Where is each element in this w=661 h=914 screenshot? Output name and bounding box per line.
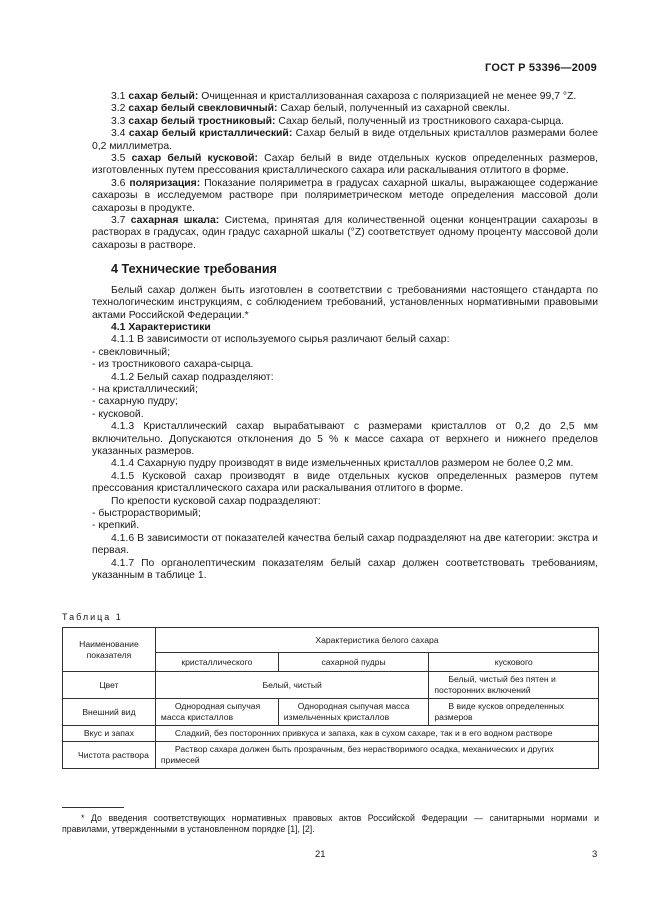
paragraph-4-1-4: 4.1.4 Сахарную пудру производят в виде измельченных кристаллов размером не более 0,2 мм. bbox=[111, 458, 574, 470]
definition-3-3: 3.3 сахар белый тростниковый: Сахар белый, полученный из тростникового сахара-сырца. bbox=[111, 115, 564, 127]
paragraph-4-1-1: 4.1.1 В зависимости от используемого сырья различают белый сахар: bbox=[111, 334, 450, 346]
main-text bbox=[92, 91, 598, 582]
cell: Белый, чистый без пятен и посторонних включений bbox=[429, 672, 599, 699]
header-cell-lump: кускового bbox=[429, 653, 599, 672]
subsection-heading: 4.1 Характеристики bbox=[111, 321, 211, 333]
cell: Белый, чистый bbox=[155, 672, 429, 699]
list-item: - кусковой. bbox=[92, 408, 144, 420]
header-cell-powder: сахарной пудры bbox=[278, 653, 429, 672]
definition-3-5: 3.5 сахар белый кусковой: Сахар белый в виде отдельных кусков определенных размеров, изготовленных путем прессования кристаллического сахара или раскалывания отлитого в форме. bbox=[92, 153, 599, 177]
section-intro: Белый сахар должен быть изготовлен в соответствии с требованиями настоящего стандарта по технологическим инструкциям, с соблюдением требований, установленных нормативными правовыми актами Российской Федерации.* bbox=[92, 284, 598, 321]
page-number-secondary: 3 bbox=[592, 849, 598, 860]
cell: Раствор сахара должен быть прозрачным, без нерастворимого осадка, механических и других примесей bbox=[155, 742, 598, 769]
row-name: Вкус и запах bbox=[63, 726, 156, 742]
list-item: - на кристаллический; bbox=[92, 383, 198, 395]
list-item: - крепкий. bbox=[92, 520, 140, 532]
paragraph-4-1-6: 4.1.6 В зависимости от показателей качества белый сахар подразделяют на две категории: экстра и первая. bbox=[92, 532, 598, 557]
definition-3-2: 3.2 сахар белый свекловичный: Сахар белый, полученный из сахарной свеклы. bbox=[111, 103, 510, 115]
table-row bbox=[63, 726, 599, 742]
row-name: Чистота раствора bbox=[63, 742, 156, 769]
list-item: - сахарную пудру; bbox=[92, 396, 178, 408]
list-item: - свекловичный; bbox=[92, 346, 170, 358]
definition-3-1: 3.1 сахар белый: Очищенная и кристаллизованная сахароза с поляризацией не менее 99,7 °Z. bbox=[111, 91, 577, 102]
cell: Однородная сыпучая масса измельченных кристаллов bbox=[278, 699, 429, 726]
definition-3-6: 3.6 поляризация: Показание поляриметра в градусах сахарной шкалы, выражающее содержание сахарозы в исследуемом растворе при поляриметрическом методе определения массовой доли сахарозы в продукте. bbox=[92, 177, 599, 214]
list-item: - из тростникового сахара-сырца. bbox=[92, 359, 254, 371]
paragraph-strength: По крепости кусковой сахар подразделяют: bbox=[111, 495, 321, 507]
footnote-divider bbox=[62, 807, 124, 808]
table-header-row bbox=[63, 628, 599, 653]
cell: Сладкий, без посторонних привкуса и запаха, как в сухом сахаре, так и в его водном растворе bbox=[155, 726, 598, 742]
list-item: - быстрорастворимый; bbox=[92, 508, 201, 519]
table-row bbox=[63, 699, 599, 726]
definition-3-4: 3.4 сахар белый кристаллический: Сахар белый в виде отдельных кристаллов размерами более 0,2 миллиметра. bbox=[92, 128, 598, 152]
page-number: 21 bbox=[315, 849, 326, 860]
table-label: Таблица 1 bbox=[62, 612, 123, 622]
definition-3-7: 3.7 сахарная шкала: Система, принятая для количественной оценки концентрации сахарозы в растворах в градусах, один градус сахарной шкалы (°Z) соответствует одному проценту массовой доли сахарозы в растворе. bbox=[92, 215, 599, 251]
table-1 bbox=[62, 627, 599, 769]
footnote: * До введения соответствующих нормативных правовых актов Российской Федерации — санитарными нормами и правилами, утвержденными в установленном порядке [1], [2]. bbox=[62, 813, 599, 834]
row-name: Цвет bbox=[63, 672, 156, 699]
paragraph-4-1-7: 4.1.7 По органолептическим показателям белый сахар должен соответствовать требованиям, указанным в таблице 1. bbox=[92, 557, 598, 582]
cell: Однородная сыпучая масса кристаллов bbox=[155, 699, 278, 726]
cell: В виде кусков определенных размеров bbox=[429, 699, 599, 726]
header-cell-crystal: кристаллического bbox=[155, 653, 278, 672]
table-row bbox=[63, 672, 599, 699]
standard-code: ГОСТ Р 53396—2009 bbox=[485, 62, 597, 74]
paragraph-4-1-5: 4.1.5 Кусковой сахар производят в виде отдельных кусков определенных размеров путем прессования кристаллического сахара или раскалывания отлитого в форме. bbox=[92, 470, 598, 495]
header-cell-group: Характеристика белого сахара bbox=[155, 628, 598, 653]
section-heading: 4 Технические требования bbox=[111, 262, 277, 277]
paragraph-4-1-2: 4.1.2 Белый сахар подразделяют: bbox=[111, 371, 274, 383]
row-name: Внешний вид bbox=[63, 699, 156, 726]
paragraph-4-1-3: 4.1.3 Кристаллический сахар вырабатывают с размерами кристаллов от 0,2 до 2,5 мм включительно. Допускаются отклонения до 5 % к массе сахара от верхнего и нижнего пределов указанных размеров. bbox=[92, 421, 598, 457]
header-cell-name: Наименование показателя bbox=[63, 628, 156, 672]
table-row bbox=[63, 742, 599, 769]
